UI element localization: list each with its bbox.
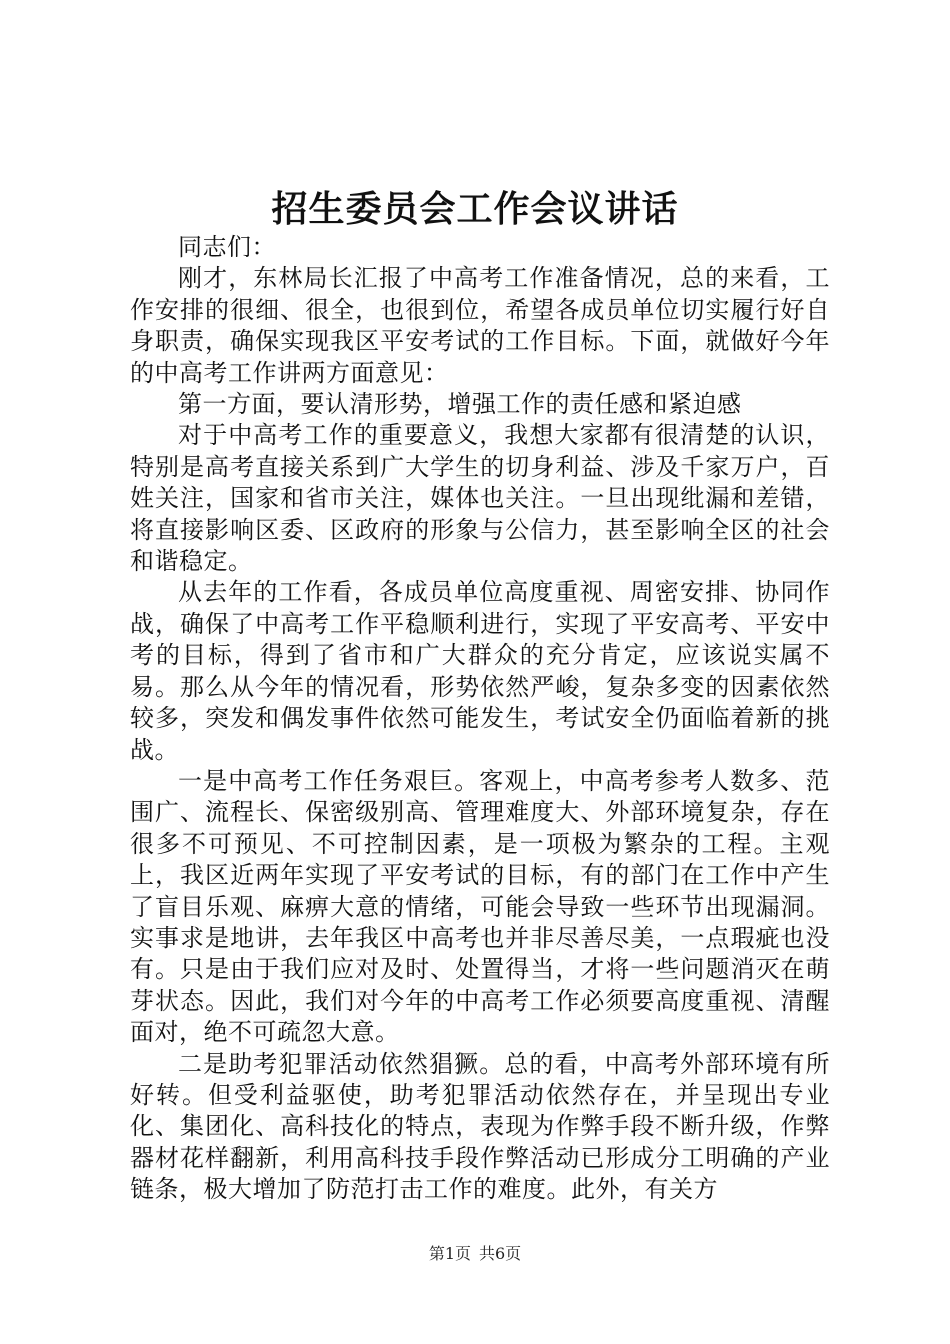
paragraph-importance: 对于中高考工作的重要意义，我想大家都有很清楚的认识，特别是高考直接关系到广大学生的切身利益、涉及千家万户，百姓关注，国家和省市关注，媒体也关注。一旦出现纰漏和差错，将直接影响区委、区政府的形象与公信力，甚至影响全区的社会和谐稳定。 [130, 421, 830, 576]
document-title: 招生委员会工作会议讲话 [271, 188, 679, 230]
page-footer [0, 1242, 950, 1266]
paragraph-intro: 刚才，东林局长汇报了中高考工作准备情况，总的来看，工作安排的很细、很全，也很到位，希望各成员单位切实履行好自身职责，确保实现我区平安考试的工作目标。下面，就做好今年的中高考工作讲两方面意见： [130, 264, 830, 387]
page-count: 共6页 [479, 1244, 522, 1263]
section-heading-first: 第一方面，要认清形势，增强工作的责任感和紧迫感 [178, 390, 742, 419]
document-body [130, 232, 830, 1206]
paragraph-point-two: 二是助考犯罪活动依然猖獗。总的看，中高考外部环境有所好转。但受利益驱使，助考犯罪活动依然存在，并呈现出专业化、集团化、高科技化的特点，表现为作弊手段不断升级，作弊器材花样翻新，利用高科技手段作弊活动已形成分工明确的产业链条，极大增加了防范打击工作的难度。此外，有关方 [130, 1049, 830, 1204]
paragraph-point-one: 一是中高考工作任务艰巨。客观上，中高考参考人数多、范围广、流程长、保密级别高、管理难度大、外部环境复杂，存在很多不可预见、不可控制因素，是一项极为繁杂的工程。主观上，我区近两年实现了平安考试的目标，有的部门在工作中产生了盲目乐观、麻痹大意的情绪，可能会导致一些环节出现漏洞。实事求是地讲，去年我区中高考也并非尽善尽美，一点瑕疵也没有。只是由于我们应对及时、处置得当，才将一些问题消灭在萌芽状态。因此，我们对今年的中高考工作必须要高度重视、清醒面对，绝不可疏忽大意。 [130, 766, 830, 1047]
page-number: 第1页 [428, 1244, 471, 1263]
paragraph-greeting: 同志们： [178, 233, 276, 261]
paragraph-last-year: 从去年的工作看，各成员单位高度重视、周密安排、协同作战，确保了中高考工作平稳顺利进行，实现了平安高考、平安中考的目标，得到了省市和广大群众的充分肯定，应该说实属不易。那么从今年的情况看，形势依然严峻，复杂多变的因素依然较多，突发和偶发事件依然可能发生，考试安全仍面临着新的挑战。 [130, 578, 830, 764]
